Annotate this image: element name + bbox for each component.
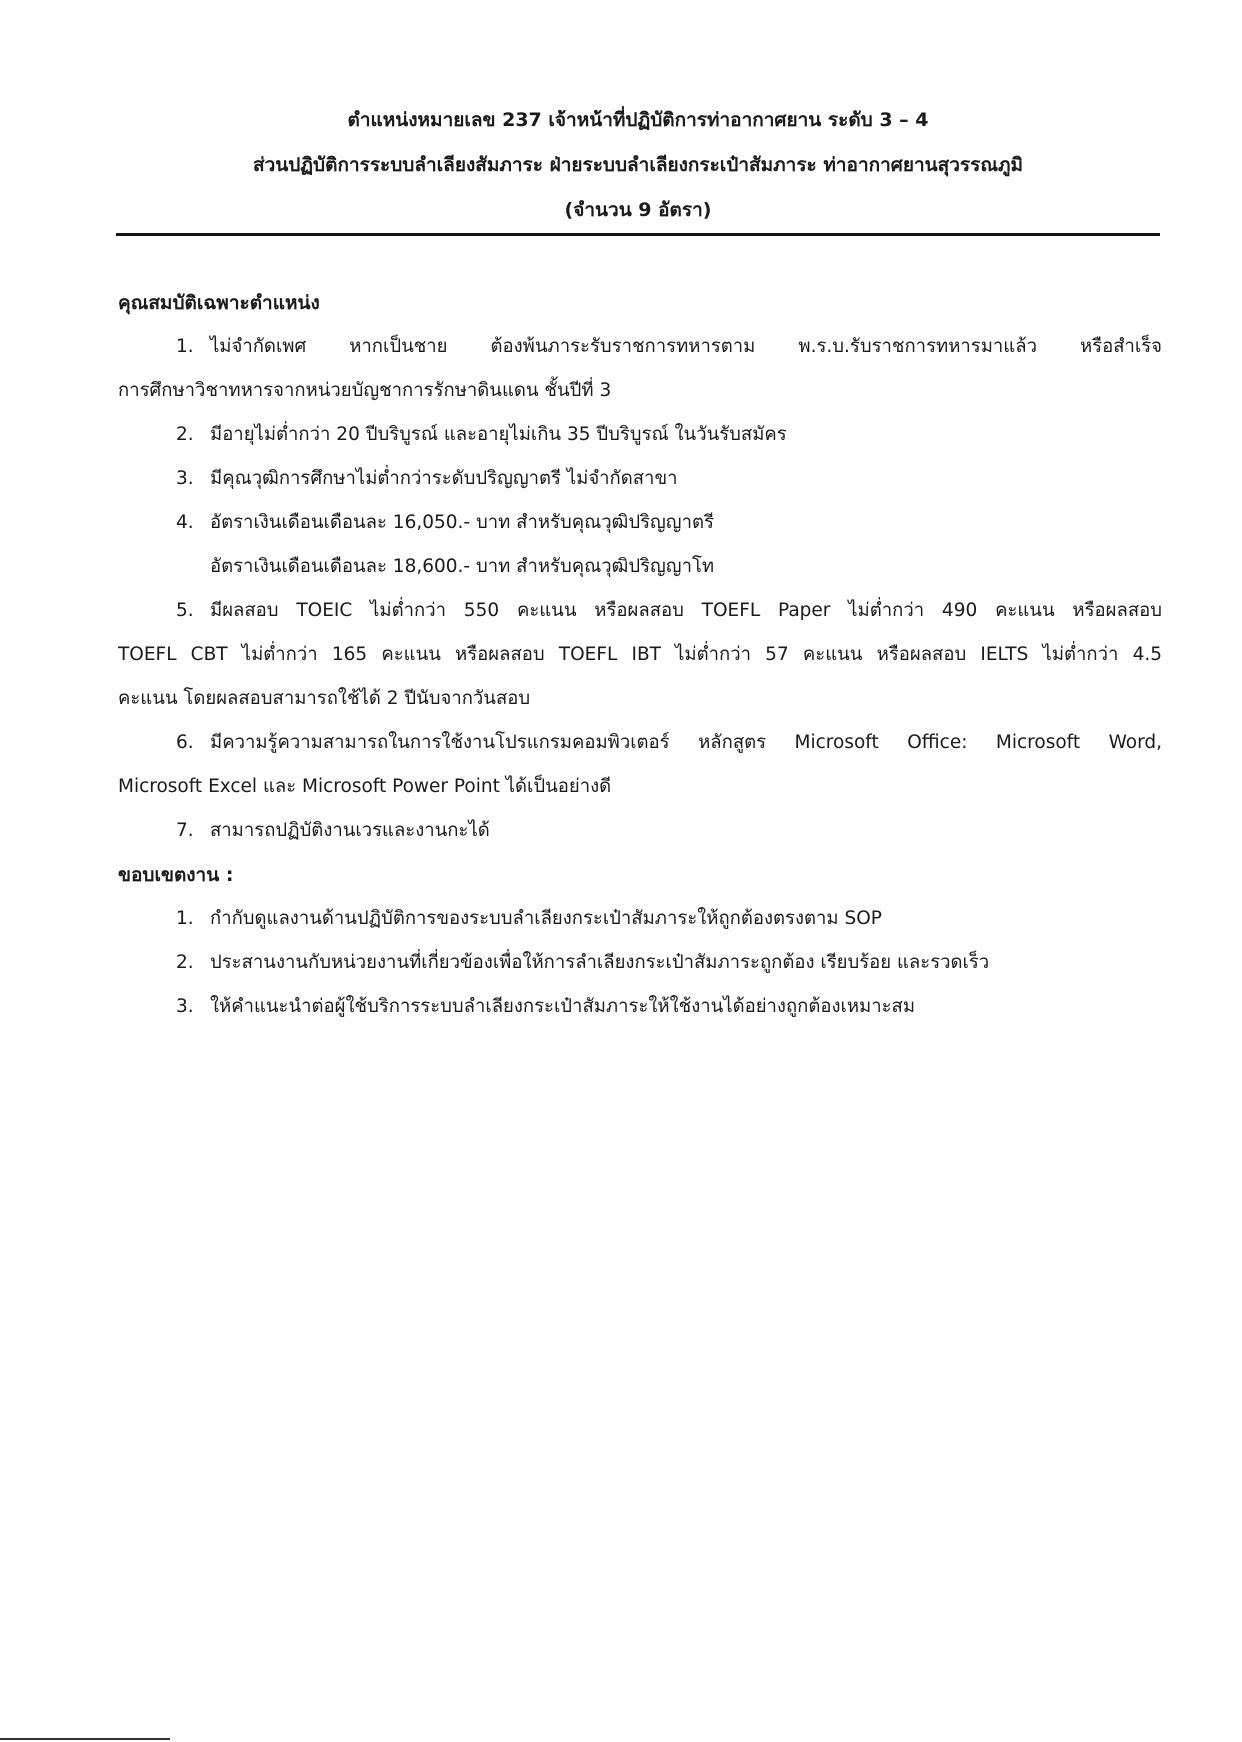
document-body	[118, 281, 1162, 1029]
scope-item-3: 3. ให้คำแนะนำต่อผู้ใช้บริการระบบลำเลียงกระเป๋าสัมภาระให้ใช้งานได้อย่างถูกต้องเหมาะสม	[176, 996, 916, 1017]
qualification-item-6-line2: Microsoft Excel และ Microsoft Power Point ได้เป็นอย่างดี	[118, 776, 612, 797]
qualification-item-7: 7. สามารถปฏิบัติงานเวรและงานกะได้	[176, 820, 490, 841]
qualification-item-6: 6. มีความรู้ความสามารถในการใช้งานโปรแกรมคอมพิวเตอร์ หลักสูตร Microsoft Office: Microsoft Word,	[176, 732, 1162, 753]
scope-item-1: 1. กำกับดูแลงานด้านปฏิบัติการของระบบลำเลียงกระเป๋าสัมภาระให้ถูกต้องตรงตาม SOP	[176, 908, 882, 929]
qualification-item-4-line2: อัตราเงินเดือนเดือนละ 18,600.- บาท สำหรับคุณวุฒิปริญญาโท	[210, 556, 715, 577]
qualification-item-5-line3: คะแนน โดยผลสอบสามารถใช้ได้ 2 ปีนับจากวันสอบ	[118, 688, 531, 709]
header-divider	[116, 233, 1160, 236]
qualification-item-1: 1. ไม่จำกัดเพศ หากเป็นชาย ต้องพ้นภาระรับราชการทหารตาม พ.ร.บ.รับราชการทหารมาแล้ว หรือสำเร็จ	[176, 336, 1162, 357]
qualification-item-1-line2: การศึกษาวิชาทหารจากหน่วยบัญชาการรักษาดินแดน ชั้นปีที่ 3	[118, 380, 612, 401]
position-title: ตำแหน่งหมายเลข 237 เจ้าหน้าที่ปฏิบัติการท่าอากาศยาน ระดับ 3 – 4	[347, 109, 929, 131]
qualification-item-1-line1: ไม่จำกัดเพศ หากเป็นชาย ต้องพ้นภาระรับราชการทหารตาม พ.ร.บ.รับราชการทหารมาแล้ว หรือสำเร็จ	[210, 336, 1162, 357]
qualification-item-5: 5. มีผลสอบ TOEIC ไม่ต่ำกว่า 550 คะแนน หรือผลสอบ TOEFL Paper ไม่ต่ำกว่า 490 คะแนน หรือผลสอบ	[176, 600, 1162, 621]
qualification-item-5-line2: TOEFL CBT ไม่ต่ำกว่า 165 คะแนน หรือผลสอบ TOEFL IBT ไม่ต่ำกว่า 57 คะแนน หรือผลสอบ IELTS ไม่ต่ำกว่า 4.5	[118, 644, 1162, 665]
qualification-item-3: 3. มีคุณวุฒิการศึกษาไม่ต่ำกว่าระดับปริญญาตรี ไม่จำกัดสาขา	[176, 468, 678, 489]
scope-title: ขอบเขตงาน :	[118, 864, 234, 886]
scope-item-2: 2. ประสานงานกับหน่วยงานที่เกี่ยวข้องเพื่อให้การลำเลียงกระเป๋าสัมภาระถูกต้อง เรียบร้อย และรวดเร็ว	[176, 952, 990, 973]
scan-edge-mark	[0, 1738, 170, 1740]
qualifications-title: คุณสมบัติเฉพาะตำแหน่ง	[118, 292, 320, 314]
document-header	[116, 98, 1160, 233]
vacancy-count: (จำนวน 9 อัตรา)	[564, 199, 712, 221]
qualification-item-4: 4. อัตราเงินเดือนเดือนละ 16,050.- บาท สำหรับคุณวุฒิปริญญาตรี	[176, 512, 714, 533]
qualification-item-2: 2. มีอายุไม่ต่ำกว่า 20 ปีบริบูรณ์ และอายุไม่เกิน 35 ปีบริบูรณ์ ในวันรับสมัคร	[176, 424, 787, 445]
department-line: ส่วนปฏิบัติการระบบลำเลียงสัมภาระ ฝ่ายระบบลำเลียงกระเป๋าสัมภาระ ท่าอากาศยานสุวรรณภูมิ	[252, 154, 1024, 176]
